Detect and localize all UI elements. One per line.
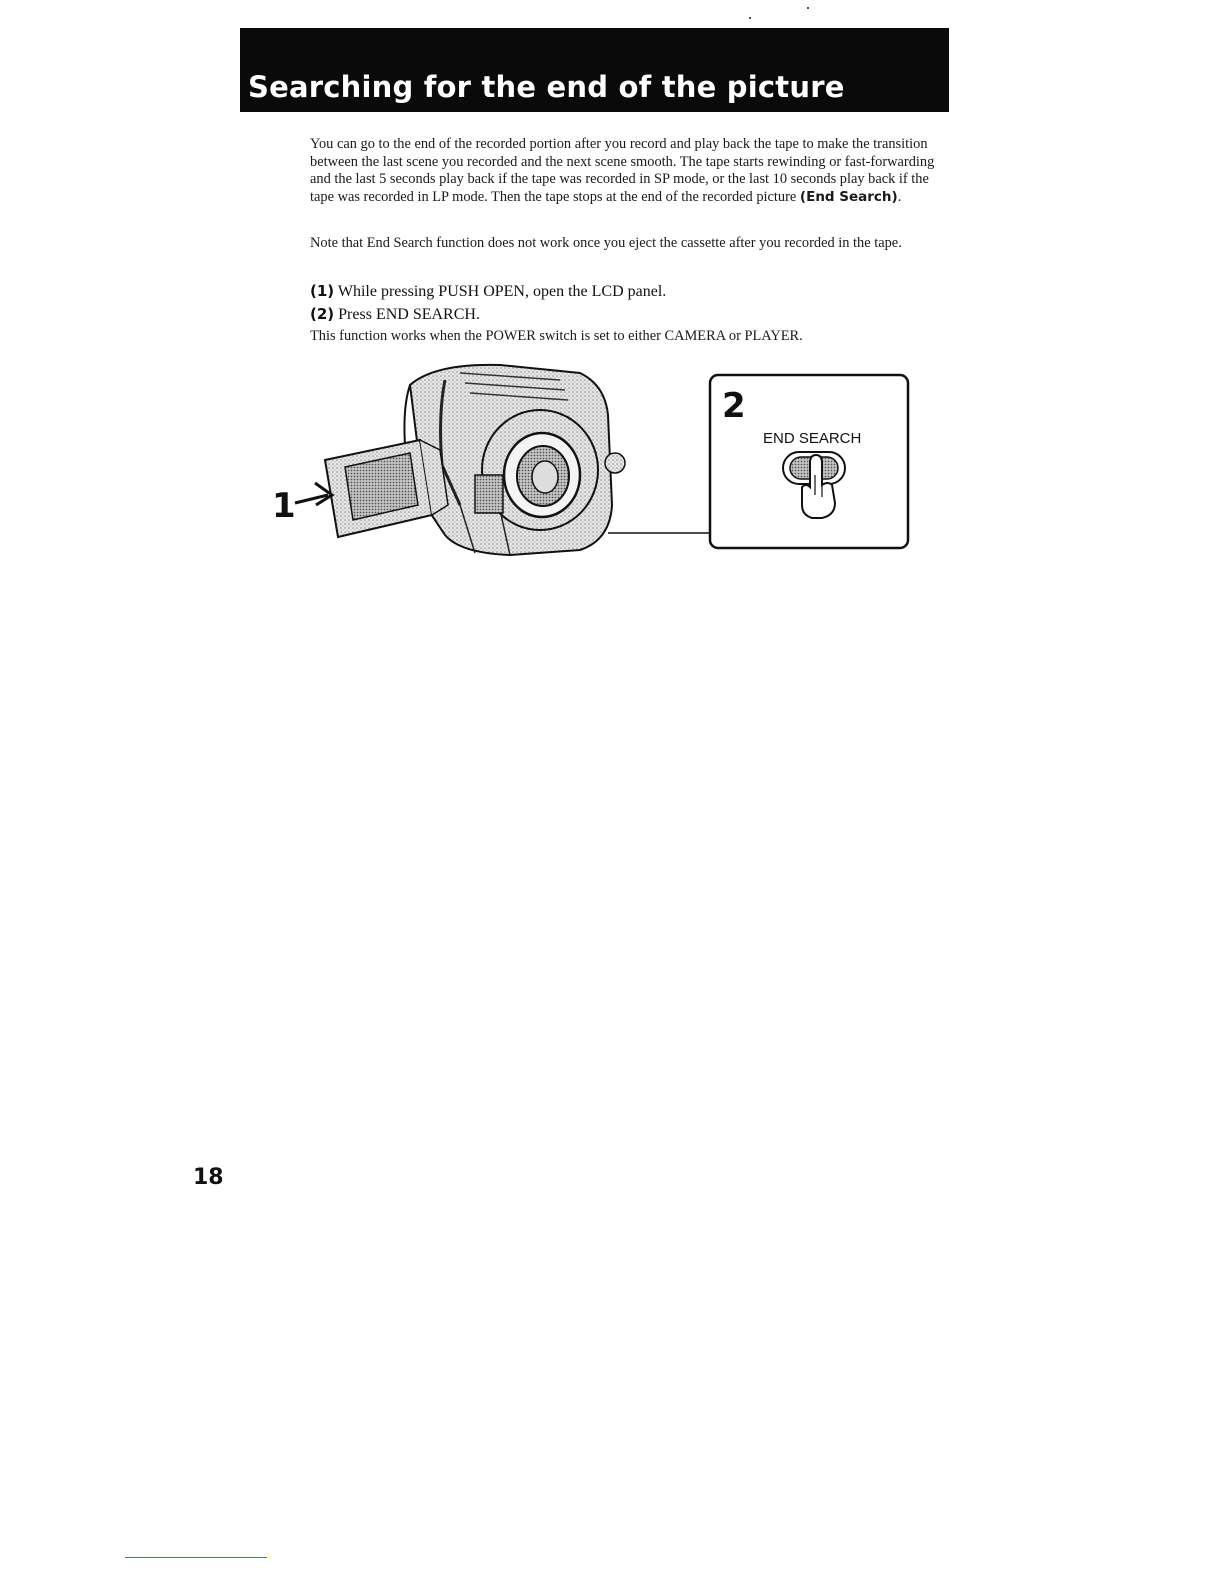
page-number: 18 <box>193 1165 224 1190</box>
step-2-number: (2) <box>310 305 335 323</box>
step-1-text: While pressing PUSH OPEN, open the LCD panel. <box>334 283 667 300</box>
step-2 <box>310 303 950 326</box>
power-switch-note: This function works when the POWER switch is set to either CAMERA or PLAYER. <box>310 328 803 344</box>
intro-end: . <box>897 188 902 205</box>
scan-speck <box>749 17 751 19</box>
intro-text: You can go to the end of the recorded portion after you record and play back the tape to make the transition between the last scene you recorded and the next scene smooth. The tape starts rewinding or fast-forwarding and the last 5 seconds play back if the tape was recorded in SP mode, or the last 10 seconds play back if the tape was recorded in LP mode. Then the tape stops at the end of the recorded picture <box>310 136 935 205</box>
footer-rule <box>125 1557 267 1558</box>
end-search-button-label: END SEARCH <box>763 430 862 447</box>
intro-paragraph <box>310 136 935 206</box>
end-search-callout-box <box>710 375 908 548</box>
note-paragraph: Note that End Search function does not work once you eject the cassette after you recorded in the tape. <box>310 235 902 251</box>
end-search-reference: (End Search) <box>799 188 898 205</box>
callout-1-label: 1 <box>272 486 296 526</box>
callout-1 <box>272 483 332 526</box>
step-2-text: Press END SEARCH. <box>334 306 480 323</box>
step-list <box>310 280 950 326</box>
step-1-number: (1) <box>310 282 335 300</box>
step-1 <box>310 280 950 303</box>
callout-2-label: 2 <box>722 386 746 426</box>
lcd-panel <box>325 440 448 537</box>
section-title: Searching for the end of the picture <box>248 70 845 104</box>
scan-speck <box>807 7 809 9</box>
camcorder-illustration <box>260 355 920 570</box>
